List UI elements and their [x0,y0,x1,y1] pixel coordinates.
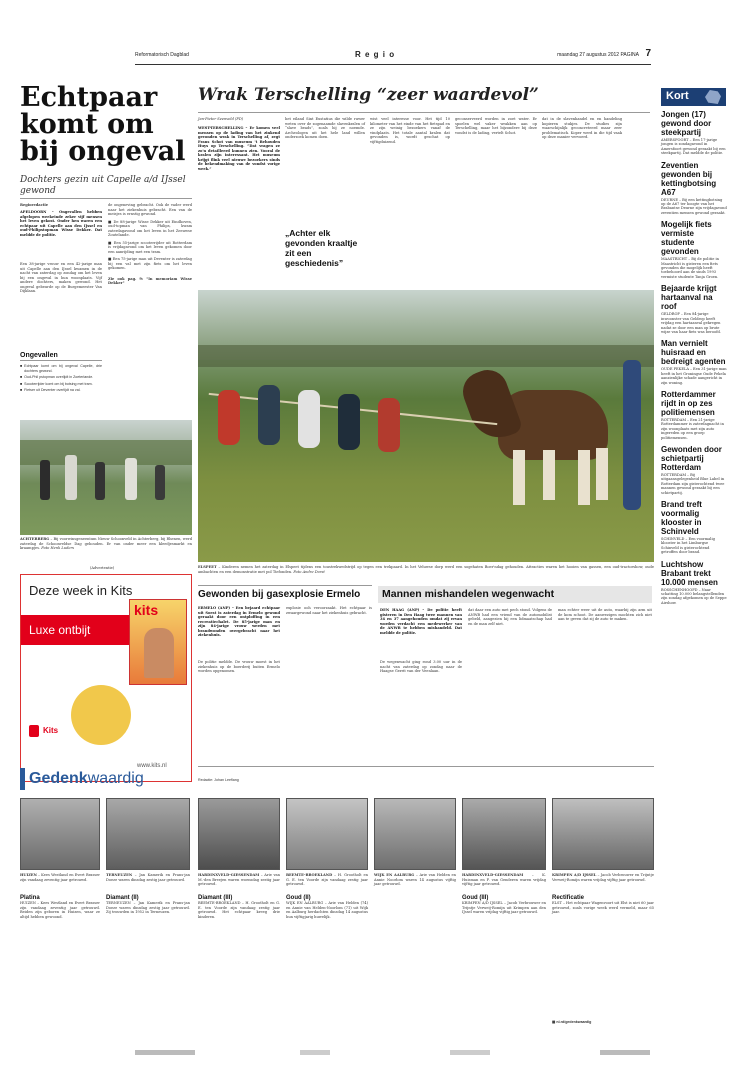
ad-tagline: Luxe ontbijt [29,623,91,637]
page-header [135,50,651,64]
achterberg-caption: ACHTERBERG – Bij voorwinsgeneentum Nieuw Schoonveld in Achterberg, bij Rhenen, werd zaterdag de Schoonveldse Dag gehouden. Er van onder meer een kleedjesmarkt en kraampjes. Foto Henk Luders [20,537,192,550]
kort-item-text: OUDE PEKELA – Een 31-jarige man heeft in het Groningse Oude Pekela aanzienlijke schade aangericht in zijn woning. [661,367,727,385]
elspeet-photo [198,290,654,562]
mannen-body: De wegenwacht ging rond 3.00 uur in de nacht van zaterdag op zondag naar de Haagse Gerrit van der Veenlaan. [380,660,462,673]
gedenk-column [286,895,368,919]
kort-item [661,220,727,279]
ongevallen-item: ■ Scooterrijder komt om bij botsing met tram. [20,381,93,386]
kort-item-text: ROTTERDAM – Bij uitgaansgelegenheid Blue Label in Rotterdam zijn gisterochtend twee mannen gewond geraakt bij een schietpartij. [661,472,725,495]
mannen-col2: dat daar een auto met pech stond. Volgens de ANWB had een vriend van de automobilist gebeld, aangezien hij een lidmaatschap had en de man zelf niet. [468,608,552,626]
gedenk-column-text: ELST – Het echtpaar Wagenvoort uit Elst is niet 60 jaar getrouwd, zoals vorige week werd vermeld, maar 65 jaar. [552,901,654,914]
gedenk-top-rule [198,766,654,767]
child-figure [258,385,280,445]
cover-person [144,628,174,678]
gedenk-column-head: Rectificatie [552,895,585,901]
lead-headline: Echtpaar komt om bij ongeval [20,82,186,167]
magazine-logo: kits [134,602,159,618]
child-figure [338,394,360,450]
lead-subhead: Dochters gezin uit Capelle a/d IJssel gewond [20,175,186,196]
gedenk-photo-caption: HUIZEN – Kees Westland en Evert Brasser zijn vandaag zeventig jaar getrouwd. [20,873,100,882]
gedenk-photo-caption: KRIMPEN A/D IJSSEL – Jacob Verbrouwer en Trijntje Verweij-Romijn waren vrijdag vijftig jaar getrouwd. [552,873,654,882]
gedenk-column [552,895,654,915]
kort-item-text: MAASTRICHT – Bij de politie in Maastricht is gisteren een fiets gevonden die mogelijk heeft toebehoord aan de sinds 1993 vermiste studente Tanja Groen. [661,257,719,279]
lead-byline: Regioredactie [20,203,49,207]
kort-item [661,110,727,156]
gedenk-photo-caption: HARDINXVELD-GIESSENDAM – Arie van M.-den Breejen waren woensdag zestig jaar getrouwd. [198,873,280,886]
section-name: R e g i o [355,50,396,59]
kort-item-title: Bejaarde krijgt hartaanval na roof [661,284,717,312]
kort-item-title: Man vernielt huisraad en bedreigt agenten [661,339,726,367]
wrak-headline: Wrak Terschelling “zeer waardevol” [198,85,539,105]
kort-header [661,88,726,106]
horse-leg [596,448,608,500]
ad-url[interactable]: www.kits.nl [137,763,167,769]
kort-item [661,390,727,440]
gedenk-column [462,895,546,915]
gedenk-photo-caption: BEEMTE-BROEKLAND – H. Grootholt en G. E. ten Voorde zijn vandaag zestig jaar getrouwd. [286,873,368,886]
horse-head [457,364,523,445]
kort-label: Kort [666,90,689,102]
kort-item-title: Rotterdammer rijdt in op zes politiemensen [661,389,716,417]
kort-item-title: Brand treft voormalig klooster in Schinveld [661,500,702,536]
kort-item [661,560,727,606]
horse-leg [543,450,555,500]
gas-intro: ERMELO (ANP) – Een bejaard echtpaar uit Soest is zaterdag in Ermelo gewond geraakt door een ontploffing in een recreatiechalet. De 85-jarige man en zijn 84-jarige vrouw werden met brandwonden overgebracht naar het ziekenhuis. [198,606,280,637]
gedenk-column-head: Goud (III) [462,895,489,901]
lead-column-2 [108,203,192,286]
ongevallen-item: ■ Fietser uit Deventer overlijdt na val. [20,388,81,392]
kort-item [661,284,727,334]
page-date: maandag 27 augustus 2012 PAGINA [557,52,639,58]
gedenk-title-rest: waardig [87,770,144,787]
ad-brand: Kits [43,726,59,735]
horse-leg [578,450,590,505]
gedenk-photo [552,798,654,870]
paper-name: Reformatorisch Dagblad [135,52,189,58]
kort-item-title: Jongen (17) gewond door steekpartij [661,110,712,137]
gedenk-column-head: Platina [20,895,40,901]
gedenk-photo [106,798,190,870]
lead-intro: APELDOORN – Ongevallen hebben afgelopen weekeinde zeker vijf mensen het leven gekost. Onder hen waren een echtpaar uit Capelle aan den IJssel en oud-Philipstopman Wisse Dekker. Dat meldde de politie. [20,210,102,237]
lead-bullet: ■ De 88-jarige Wisse Dekker uit Eindhoven, oud-topman van Philips, kwam zaterdagavond om het leven in het Zeeuwse Zoutelande. [108,219,192,237]
registration-mark [300,1050,330,1055]
gedenk-photo [20,798,100,870]
mannen-headline: Mannen mishandelen wegenwacht [382,588,555,600]
child-figure [218,390,240,445]
child-figure [378,398,400,452]
gedenk-editor: Redactie: Johan Leeflang [198,778,239,782]
page-number: 7 [645,48,651,59]
gedenk-column [20,895,100,919]
ad-title: Deze week in Kits [29,583,133,598]
kort-item [661,500,727,555]
kort-item [661,339,727,385]
wrak-col4: geconserveerd worden in zoet water. Er spoelen wel vaker wrakken aan op Terschelling, maar het bijzondere bij deze vondst is de lading, vertelt Schot. [455,117,537,135]
gedenk-column-text: KRIMPEN A/D IJSSEL – Jacob Verbrouwer en Trijntje Verweij-Romijn uit Krimpen aan den IJssel waren vrijdag vijftig jaar getrouwd. [462,901,546,914]
kort-item-title: Zeventien gewonden bij kettingbotsing A67 [661,160,717,197]
registration-mark [135,1050,195,1055]
gas-headline: Gewonden bij gasexplosie Ermelo [198,589,361,600]
wrak-byline: Jan-Pieter Seenveld (PD) [198,117,244,121]
child-figure [298,390,320,448]
gedenk-photo-caption: TERNEUZEN – Jan Kamerik en Frans-jan Doeze waren dinsdag zestig jaar getrouwd. [106,873,190,882]
gedenk-photo-caption: HARDINXVELD-GIESSENDAM – K. Huisman en F. van Genderen waren vrijdag vijftig jaar getrouwd. [462,873,546,886]
ongevallen-box [20,352,102,393]
gedenk-column-text: BEEMTE-BROEKLAND – H. Grootholt en G. E. ten Voorde zijn vandaag zestig jaar getrouwd. Het echtpaar kreeg drie kinderen. [198,901,280,919]
lead-bullet: ■ Een 75-jarige man uit Deventer is zaterdag bij een val met zijn fiets om het leven gekomen. [108,257,192,270]
mannen-col3: man echter weer uit de auto, waarbij zijn arm uit de kom schoot. De aanwezigen mochten zich niet aan te geven dat zij de auto te maken. [558,608,652,621]
gas-rule [198,585,372,586]
lead-col2-text: de ongeneving gebracht. Ook de vader werd naar het ziekenhuis gebracht. Een van de meisjes is ernstig gewond. [108,203,192,216]
gedenk-photo [286,798,368,870]
netherlands-map-icon [705,90,721,104]
gedenk-footer-link[interactable]: ▦ nl.rd/gedenkwaardig [552,1020,592,1024]
wrak-quote: „Achter elk gevonden kraaltje zit een geschiedenis” [285,228,358,268]
kits-logo-icon [29,725,39,737]
see-also-link[interactable]: Zie ook pag. 9: "In memoriam Wisse Dekker" [108,276,192,285]
ongevallen-item: ■ Oud-Phil pstopman overlijdt in Zoeterlande. [20,375,94,379]
ongevallen-item: ■ Echtpaar komt om bij ongeval Capelle, drie dochters gewond. [20,364,102,373]
kort-item-text: AMERSFOORT – Een 17-jarige jongen is zondagavond in Amersfoort gewond geraakt bij een steekpartij. Dat meldde de politie. [661,138,726,156]
gedenk-title [20,768,194,790]
kort-item-title: Luchtshow Brabant trekt 10.000 mensen [661,559,718,587]
kort-item-text: BOSSCHENHOOFD – Naar schatting 10.000 belangstellenden zijn zondag afgekomen op de Seppe Airshow. [661,587,727,605]
wrak-col2: het eiland Sint Eustatius die wilde ruwer weten over de zogenaamde slavenkralen of “slave beads”, zoals hij ze noemde. Archeologen uit het hele land willen onderzoek komen doen. [285,117,365,139]
gedenk-column [106,895,190,915]
kort-item [661,445,727,495]
kort-item-title: Mogelijk fiets vermiste studente gevonden [661,220,712,257]
gas-col2: explosie ooh veroorzaakt. Het echtpaar is zwaargewond naar het ziekenhuis gebracht. [286,606,372,615]
handler-figure [623,360,641,510]
kort-item-text: SCHINVELD – Een voormalig klooster in het Limburgse Schinveld is gisterochtend getroffen door brand. [661,537,715,555]
kort-item-text: ROTTERDAM – Een 21-jarige Rotterdammer is zaterdagnacht in zijn woonplaats met zijn auto ingereden op een groep politiemensen. [661,417,724,440]
lead-body: Een 38-jarige vrouw en een 42-jarige man uit Capelle aan den IJssel kwamen in de nacht van zaterdag op zondag om het leven bij een ongeval in hun woonplaats. Vijf andere dochters, maken gewond. Het ongeval gebeurde op de Burgemeester Van Dijklaan. [20,262,102,293]
wrak-rule [198,112,650,113]
kort-item-title: Gewonden door schietpartij Rotterdam [661,444,722,472]
wrak-col3: wist veel interesse voor. Het tijd 10 kilometer van het einde van het fietspad en ze zijn weinig bezoekers vanaf de vindplaats. Het totale aantal kralen dat gevonden is, wordt geschat op vijftigduizend. [370,117,450,144]
achterberg-photo [20,420,192,535]
kort-list [661,108,727,605]
mannen-intro: DEN HAAG (ANP) – De politie heeft gisteren in Den Haag twee mannen van 34 en 37 aangehouden omdat zij ervan worden verdacht een medewerker van de ANWB te hebben mishandeld. Dat meldde de politie. [380,608,462,635]
kits-magazine-cover [129,599,187,685]
gedenk-column-head: Goud (II) [286,895,311,901]
gedenk-photo [198,798,280,870]
kort-item [661,161,727,216]
ad-banner [21,615,131,645]
kort-item-text: DEURNE – Bij een kettingbotsing op de A67 ter hoogte van het Brabantse Deurne zijn vrijdagavond zeventien mensen gewond geraakt. [661,197,727,215]
gedenk-photo [462,798,546,870]
lead-bullet: ■ Een 55-jarige scooterrijder uit Rotterdam is vrijdagavond om het leven gekomen door een aanrijding met een tram. [108,240,192,254]
lead-divider [20,198,192,199]
gedenk-column-head: Diamant (III) [198,895,233,901]
kits-ad[interactable] [20,574,192,782]
kort-item-text: GELDROP – Een 84-jarige inwoonster van Geldrop heeft vrijdag een hartaanval gekregen nadat ze door een man op brute wijze van haar fiets was beroofd. [661,312,721,334]
registration-mark [450,1050,490,1055]
gedenk-photo [374,798,456,870]
gedenk-column-text: TERNEUZEN – Jan Kamerik en Frans-jan Doeze waren dinsdag zestig jaar getrouwd. Zij trouwden in 1952 in Terneuzen. [106,901,190,914]
ad-label: (Advertentie) [90,566,115,570]
gedenk-column [198,895,280,919]
ad-food-image [71,685,131,745]
gedenk-title-bold: Gedenk [29,770,88,787]
wrak-intro: WEST-TERSCHELLING – Er komen veel mensen op de lading van het zinkend gevonden wrak in Terschelling af, zegt Frans Schot van museum 't Behouden Huys op Terschelling. “Dat vragen ze zo'n detailleerd kunnen zien. Vooral de kralen zijn interessant. Het museum krijgt flink veel nieuwe bezoekers sinds de bekendmaking van de vondst vorige week.” [198,126,280,171]
gedenk-column-text: WIJK EN AALBURG – Arie van Helden (74) en Annie van Helden-Noorlom (71) uit Wijk en Aalburg herdachten dinsdag 14 augustus hun vijftigjarig huwelijk. [286,901,368,919]
gedenk-column-head: Diamant (II) [106,895,139,901]
gedenk-photo-caption: WIJK EN AALBURG – Arie van Helden en Annie Noorlom waren 14 augustus vijftig jaar getrouwd. [374,873,456,886]
registration-mark [600,1050,650,1055]
elspeet-caption: ELSPEET – Kinderen nemen het zaterdag in Elspeet tijdens een toustrekwedstrijd op tegen een trekpaard. In het Veluwse dorp werd een sogehaten Boer'ndag gehouden. Attracties waren het hooien van gassen, een oud-tractorshow, oude ambachten en een demonstratie met pol Tiefonden. Foto Andre Dorst [198,565,654,574]
horse-leg [513,450,525,505]
header-rule [135,64,651,65]
ongevallen-title: Ongevallen [20,352,102,361]
gas-body: De politie meldde. De vrouw moest in het ziekenhuis op de boerderij buiten Ermelo worden opgenomen. [198,660,280,673]
wrak-col5: dat in de slavenhandel en en handeling kopieren stukjes. De studies zijn waarschijnlijk geconcreteerd maar zeer problematisch. Koper werd in die tijd vaak op deze manier vervoerd. [542,117,622,139]
gedenk-column-text: HUIZEN – Kees Westland en Evert Brasser zijn vandaag zeventig jaar getrouwd. Beiden zijn geboren in Huizen, waar ze altijd hebben gewoond. [20,901,100,919]
